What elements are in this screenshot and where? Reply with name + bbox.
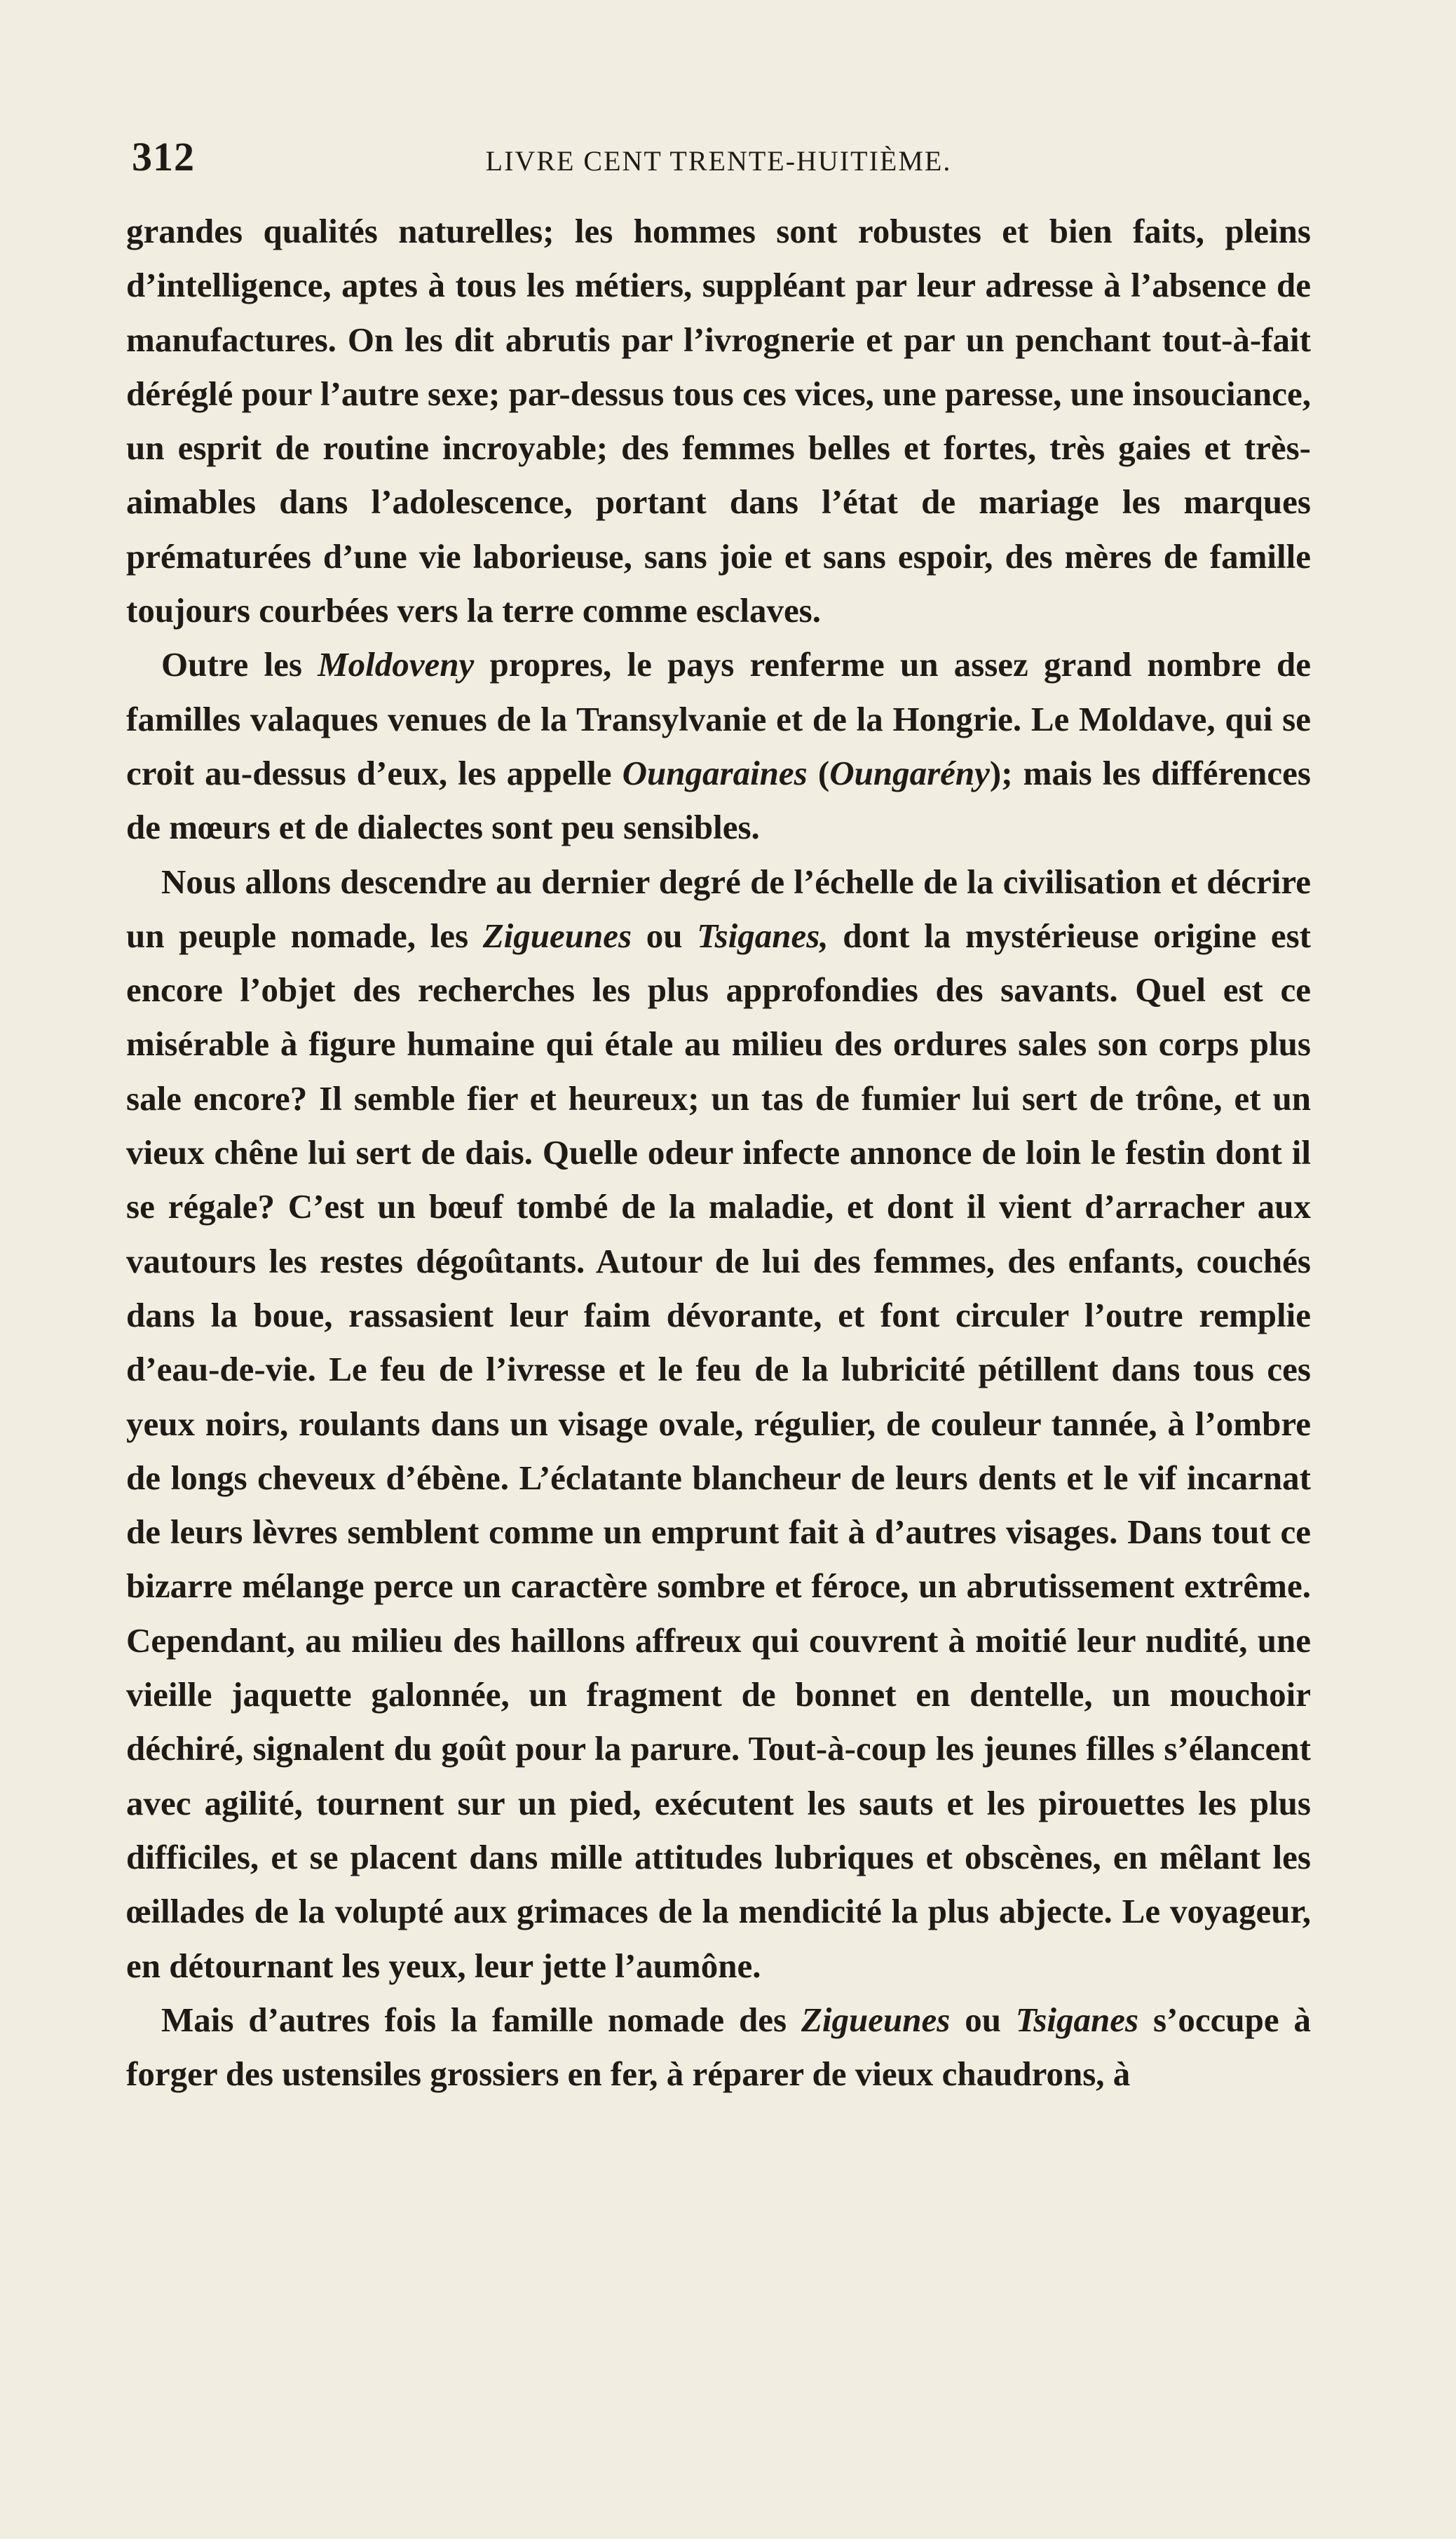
paragraph — [126, 855, 1311, 1993]
paragraph — [126, 637, 1311, 854]
running-header — [126, 133, 1311, 182]
italic-term: Oungaraines — [622, 753, 808, 792]
paragraph — [126, 1993, 1311, 2101]
italic-term: Tsiganes, — [697, 916, 829, 955]
text-run: ( — [807, 753, 830, 792]
italic-term: Zigueunes — [482, 916, 632, 955]
text-run: Outre les — [161, 645, 318, 684]
italic-term: Tsiganes — [1015, 2000, 1139, 2039]
body-text — [126, 204, 1311, 2101]
paragraph — [126, 204, 1311, 637]
text-run: ou — [950, 2000, 1016, 2039]
text-run: s’occupe à forger des ustensiles grossiers en fer, à réparer de vieux chaudrons, à — [126, 2000, 1311, 2094]
text-run: dont la mystérieuse origine est encore l’objet des recherches les plus approfondies des savants. Quel est ce misérable à figure humaine qui étale au milieu des ordures sales son corps plus sale encore? Il semble fier et heureux; un tas de fumier lui sert de trône, et un vieux chêne lui sert de dais. Quelle odeur infecte annonce de loin le festin dont il se régale? C’est un bœuf tombé de la maladie, et dont il vient d’arracher aux vautours les restes dégoûtants. Autour de lui des femmes, des enfants, couchés dans la boue, rassasient leur faim dévorante, et font circuler l’outre remplie d’eau-de-vie. Le feu de l’ivresse et le feu de la lubricité pétillent dans tous ces yeux noirs, roulants dans un visage ovale, régulier, de couleur tannée, à l’ombre de longs cheveux d’ébène. L’éclatante blancheur de leurs dents et le vif incarnat de leurs lèvres semblent comme un emprunt fait à d’autres visages. Dans tout ce bizarre mélange perce un caractère sombre et féroce, un abrutissement extrême. Cependant, au milieu des haillons affreux qui couvrent à moitié leur nudité, une vieille jaquette galonnée, un fragment de bonnet en dentelle, un mouchoir déchiré, signalent du goût pour la parure. Tout-à-coup les jeunes filles s’élancent avec agilité, tournent sur un pied, exécutent les sauts et les pirouettes les plus difficiles, et se placent dans mille attitudes lubriques et obscènes, en mêlant les œillades de la volupté aux grimaces de la mendicité la plus abjecte. Le voyageur, en détournant les yeux, leur jette l’aumône. — [126, 916, 1311, 1985]
page-number: 312 — [132, 134, 195, 180]
text-run: ou — [632, 916, 698, 955]
text-run: grandes qualités naturelles; les hommes sont robustes et bien faits, pleins d’intelligence, aptes à tous les métiers, suppléant par leur adresse à l’absence de manufactures. On les dit abrutis par l’ivrognerie et par un penchant tout-à-fait déréglé pour l’autre sexe; par-dessus tous ces vices, une paresse, une insouciance, un esprit de routine incroyable; des femmes belles et fortes, très gaies et très-aimables dans l’adolescence, portant dans l’état de mariage les marques prématurées d’une vie laborieuse, sans joie et sans espoir, des mères de famille toujours courbées vers la terre comme esclaves. — [126, 212, 1311, 630]
text-run: Mais d’autres fois la famille nomade des — [161, 2000, 801, 2039]
text-run: Nous allons descendre au dernier degré de l’échelle de la civilisation et décrire un peuple nomade, les — [126, 862, 1311, 955]
text-run: ); mais les différences de mœurs et de dialectes sont peu sensibles. — [126, 753, 1311, 847]
text-run: propres, le pays renferme un assez grand nombre de familles valaques venues de la Transylvanie et de la Hongrie. Le Moldave, qui se croit au-dessus d’eux, les appelle — [126, 645, 1312, 792]
italic-term: Oungarény — [829, 753, 990, 792]
italic-term: Moldoveny — [318, 645, 475, 684]
running-title: LIVRE CENT TRENTE-HUITIÈME. — [485, 145, 952, 177]
italic-term: Zigueunes — [801, 2000, 951, 2039]
